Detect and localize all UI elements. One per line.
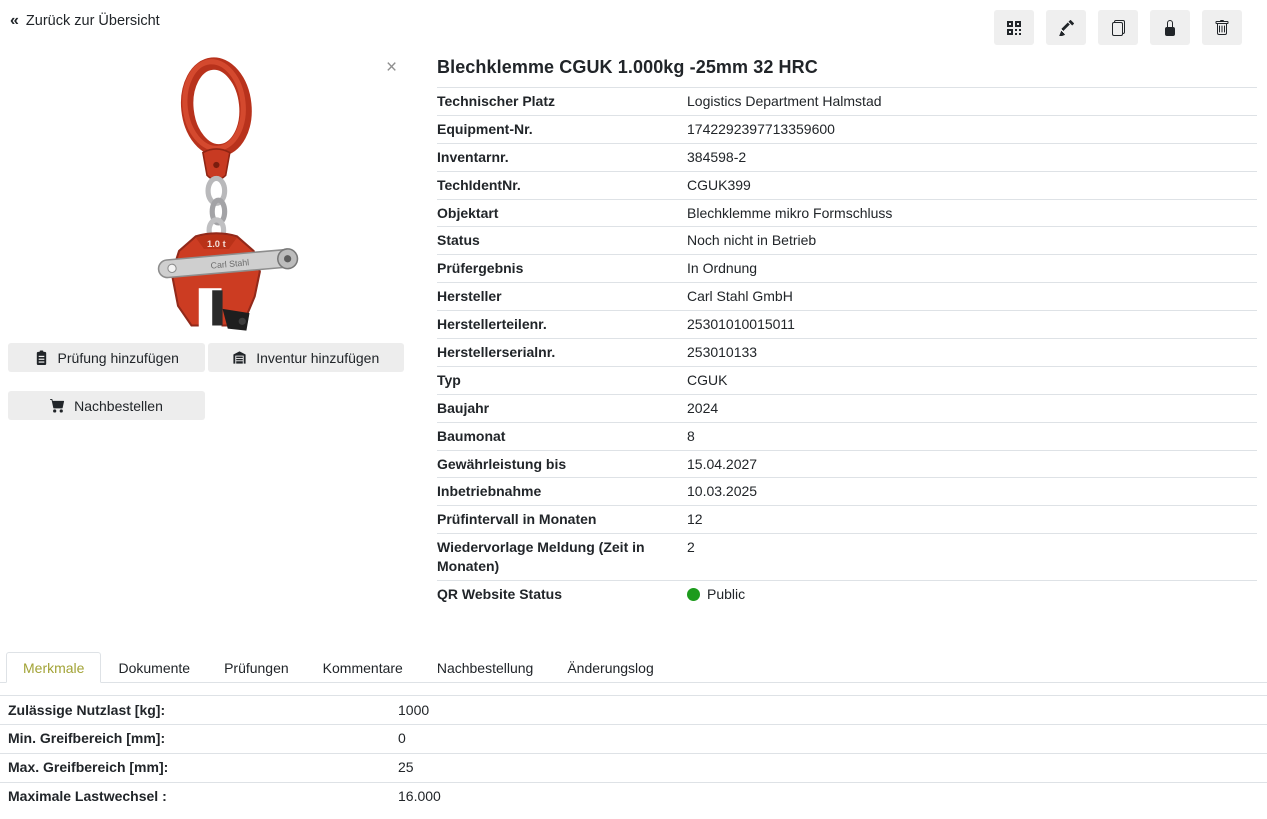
pencil-icon [1058,20,1074,36]
table-row [0,724,1267,753]
row-label: Inbetriebnahme [437,478,687,506]
table-row [437,227,1257,255]
table-row [437,199,1257,227]
table-row [437,506,1257,534]
tab-aenderungslog[interactable]: Änderungslog [567,660,654,676]
row-label: QR Website Status [437,581,687,608]
duplicate-button[interactable] [1098,10,1138,45]
row-label: Prüfintervall in Monaten [437,506,687,534]
product-photo-plate-clamp [140,50,330,340]
table-row [437,478,1257,506]
row-label: Prüfergebnis [437,255,687,283]
row-value: In Ordnung [687,255,1257,283]
action-buttons [8,343,404,420]
table-row [437,115,1257,143]
trash-icon [1214,20,1230,36]
merkmale-table [0,695,1267,811]
row-label: Objektart [437,199,687,227]
row-value: 25301010015011 [687,311,1257,339]
row-label: Zulässige Nutzlast [kg]: [0,696,390,725]
table-row-qr-status [437,581,1257,608]
table-row [0,696,1267,725]
table-row [437,450,1257,478]
row-value: 2 [687,534,1257,581]
status-public-dot [687,588,700,601]
tab-kommentare[interactable]: Kommentare [322,660,403,676]
row-label: Baumonat [437,422,687,450]
table-row [437,422,1257,450]
reorder-label: Nachbestellen [74,397,163,414]
row-value: 16.000 [390,782,1267,810]
row-label: Max. Greifbereich [mm]: [0,753,390,782]
table-row [437,143,1257,171]
add-inspection-button[interactable] [8,343,205,372]
svg-text:1.0 t: 1.0 t [207,238,226,249]
table-row [437,366,1257,394]
row-label: Equipment-Nr. [437,115,687,143]
row-label: Typ [437,366,687,394]
detail-panel [437,57,1257,608]
row-label: Baujahr [437,394,687,422]
row-label: Herstellerserialnr. [437,339,687,367]
clipboard-icon [34,350,49,365]
table-row [0,782,1267,810]
toolbar [994,10,1242,45]
table-row [437,283,1257,311]
tab-merkmale[interactable]: Merkmale [6,652,101,683]
copy-files-icon [1110,20,1126,36]
row-value: 0 [390,724,1267,753]
status-badge: Public [707,586,746,603]
lock-button[interactable] [1150,10,1190,45]
row-label: Status [437,227,687,255]
row-value: Noch nicht in Betrieb [687,227,1257,255]
add-inventory-button[interactable] [208,343,405,372]
row-value: CGUK399 [687,171,1257,199]
row-label: Gewährleistung bis [437,450,687,478]
row-value: Blechklemme mikro Formschluss [687,199,1257,227]
row-label: Technischer Platz [437,88,687,116]
table-row [437,339,1257,367]
reorder-button[interactable] [8,391,205,420]
svg-text:Carl Stahl: Carl Stahl [210,257,250,271]
add-inspection-label: Prüfung hinzufügen [57,349,179,366]
row-value: 12 [687,506,1257,534]
table-row [0,753,1267,782]
tab-dokumente[interactable]: Dokumente [118,660,191,676]
shopping-cart-icon [50,398,65,413]
back-link-label: Zurück zur Übersicht [25,13,160,29]
add-inventory-label: Inventur hinzufügen [256,349,380,366]
row-label: Hersteller [437,283,687,311]
qr-code-button[interactable] [994,10,1034,45]
double-chevron-left-icon: « [10,12,19,29]
table-row [437,534,1257,581]
lock-icon [1162,20,1178,36]
tab-nachbestellung[interactable]: Nachbestellung [436,660,534,676]
row-value: 25 [390,753,1267,782]
row-label: Herstellerteilenr. [437,311,687,339]
table-row [437,88,1257,116]
qr-code-icon [1006,20,1022,36]
row-label: Maximale Lastwechsel : [0,782,390,810]
back-to-overview-link[interactable] [10,13,160,29]
warehouse-icon [232,350,247,365]
table-row [437,255,1257,283]
row-label: Min. Greifbereich [mm]: [0,724,390,753]
row-value: 384598-2 [687,143,1257,171]
row-value: 253010133 [687,339,1257,367]
row-label: TechIdentNr. [437,171,687,199]
table-row [437,394,1257,422]
row-value: 10.03.2025 [687,478,1257,506]
row-value: 8 [687,422,1257,450]
table-row [437,171,1257,199]
tab-bar [0,652,1267,683]
row-value: CGUK [687,366,1257,394]
close-image-icon[interactable]: × [386,57,398,78]
row-label: Inventarnr. [437,143,687,171]
row-value: 1000 [390,696,1267,725]
row-value [687,581,1257,608]
row-label: Wiedervorlage Meldung (Zeit in Monaten) [437,534,687,581]
delete-button[interactable] [1202,10,1242,45]
row-value: 15.04.2027 [687,450,1257,478]
edit-button[interactable] [1046,10,1086,45]
page-title: Blechklemme CGUK 1.000kg -25mm 32 HRC [437,57,818,77]
detail-table [437,87,1257,608]
row-value: Carl Stahl GmbH [687,283,1257,311]
row-value: Logistics Department Halmstad [687,88,1257,116]
row-value: 2024 [687,394,1257,422]
table-row [437,311,1257,339]
tab-pruefungen[interactable]: Prüfungen [224,660,289,676]
row-value: 1742292397713359600 [687,115,1257,143]
